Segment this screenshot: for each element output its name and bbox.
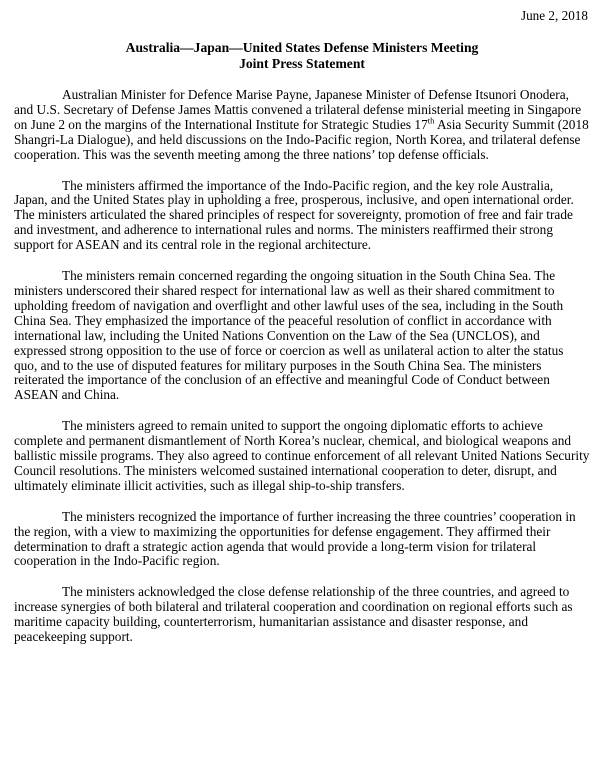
paragraph-north-korea: The ministers agreed to remain united to support the ongoing diplomatic efforts to achieve complete and permanent dismantlement of North Korea’s nuclear, chemical, and biological weapons and ballistic missile programs. They also agreed to continue enforcement of all relevant United Nations Security Council resolutions. The ministers welcomed sustained international cooperation to deter, disrupt, and ultimately eliminate illicit activities, such as illegal ship-to-ship transfers.	[14, 418, 590, 493]
paragraph-1-text-b: Asia Security Summit (2018 Shangri-La Dialogue), and held discussions on the Indo-Pacific region, North Korea, and trilateral defense cooperation. This was the seventh meeting among the three nations’ top defense officials.	[14, 116, 589, 162]
paragraph-defense-relationship: The ministers acknowledged the close defense relationship of the three countries, and agreed to increase synergies of both bilateral and trilateral cooperation and coordination on regional efforts such as maritime capacity building, counterterrorism, humanitarian assistance and disaster response, and peacekeeping support.	[14, 584, 573, 645]
statement-date: June 2, 2018	[520, 8, 588, 23]
paragraph-trilateral-cooperation: The ministers recognized the importance of further increasing the three countries’ cooperation in the region, with a view to maximizing the opportunities for defense engagement. They affirmed their determination to draft a strategic action agenda that would provide a long-term vision for trilateral cooperation in the Indo-Pacific region.	[14, 508, 576, 569]
paragraph-indo-pacific: The ministers affirmed the importance of the Indo-Pacific region, and the key role Australia, Japan, and the United States play in upholding a free, prosperous, inclusive, and open international order. The ministers articulated the shared principles of respect for sovereignty, promotion of free and fair trade and investment, and adherence to international rules and norms. The ministers reaffirmed their strong support for ASEAN and its central role in the regional architecture.	[14, 177, 574, 253]
paragraph-1-text-a: Australian Minister for Defence Marise Payne, Japanese Minister of Defense Itsunori Onodera, and U.S. Secretary of Defense James Mattis convened a trilateral defense ministerial meeting in Singapore on June 2 on the margins of the International Institute for Strategic Studies 17	[14, 87, 582, 132]
document-title	[14, 40, 590, 72]
paragraph-south-china-sea: The ministers remain concerned regarding the ongoing situation in the South China Sea. The ministers underscored their shared respect for international law as well as their shared commitment to upholding freedom of navigation and overflight and other lawful uses of the sea, including in the South China Sea. They emphasized the importance of the peaceful resolution of conflict in accordance with international law, including the United Nations Convention on the Law of the Sea (UNCLOS), and expressed strong opposition to the use of force or coercion as well as unilateral action to alter the status quo, and to the use of disputed features for military purposes in the South China Sea. The ministers reiterated the importance of the conclusion of an effective and meaningful Code of Conduct between ASEAN and China.	[14, 268, 564, 403]
ordinal-superscript: th	[427, 115, 435, 126]
title-line-2: Joint Press Statement	[239, 56, 365, 71]
title-line-1: Australia—Japan—United States Defense Ministers Meeting	[125, 40, 479, 55]
paragraph-meeting-overview	[14, 88, 590, 163]
